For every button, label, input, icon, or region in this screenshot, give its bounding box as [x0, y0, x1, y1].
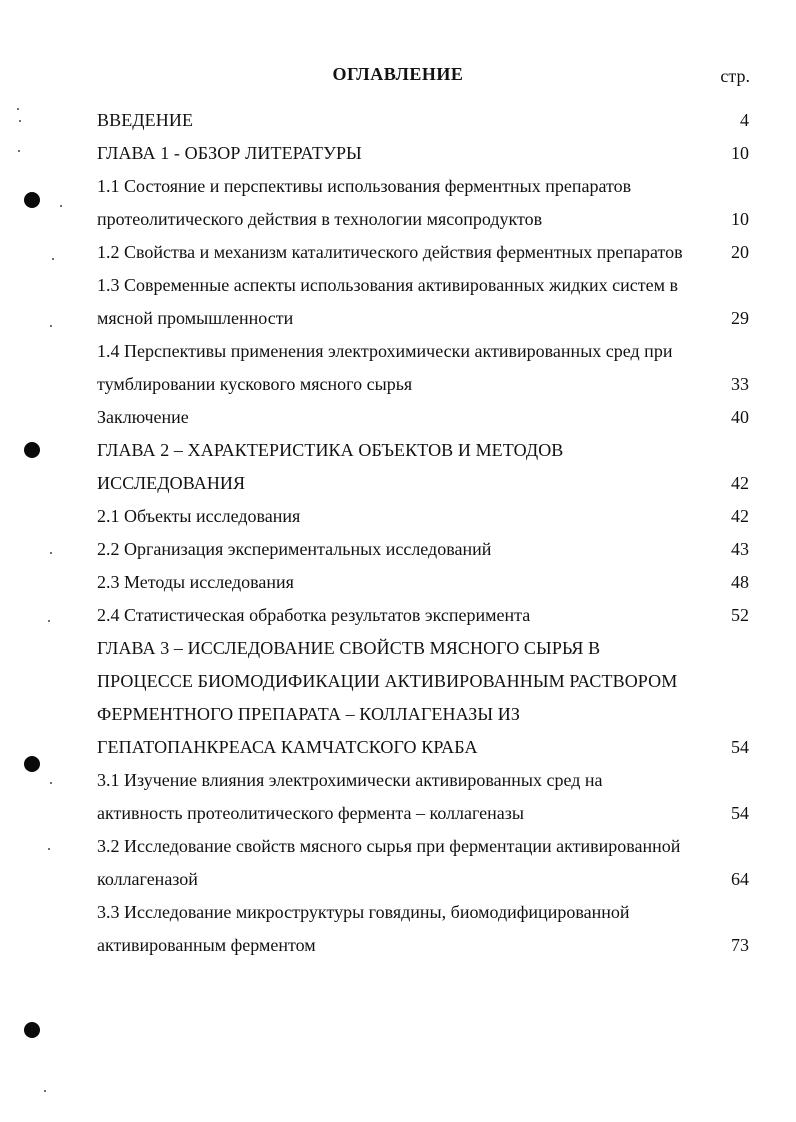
toc-entry-title: 3.2 Исследование свойств мясного сырья при ферментации активированной коллагеназой [97, 836, 681, 889]
binder-hole [24, 1022, 40, 1038]
scan-speck [18, 150, 20, 152]
scan-speck [44, 1090, 46, 1092]
toc-entry [97, 137, 749, 170]
toc-entry [97, 599, 749, 632]
toc-entry [97, 104, 749, 137]
toc-entry-page-number: 64 [731, 869, 749, 889]
toc-entry-page-number: 43 [731, 539, 749, 559]
toc-entry [97, 764, 749, 830]
toc-entry-title: 3.3 Исследование микроструктуры говядины, биомодифицированной активированным ферментом [97, 902, 630, 955]
toc-entry [97, 500, 749, 533]
toc-entry [97, 401, 749, 434]
toc-entry [97, 830, 749, 896]
toc-entry [97, 170, 749, 236]
toc-entry-title: 1.3 Современные аспекты использования активированных жидких систем в мясной промышленности [97, 275, 679, 328]
toc-entry [97, 269, 749, 335]
toc-entry-title: ВВЕДЕНИЕ [97, 110, 194, 130]
toc-entry-title: ГЛАВА 2 – ХАРАКТЕРИСТИКА ОБЪЕКТОВ И МЕТОДОВ ИССЛЕДОВАНИЯ [97, 440, 564, 493]
toc-entry-page-number: 4 [740, 110, 749, 130]
toc-entry-title: ГЛАВА 1 - ОБЗОР ЛИТЕРАТУРЫ [97, 143, 362, 163]
binder-hole [24, 442, 40, 458]
page-column-label: стр. [720, 66, 750, 86]
toc-entry-page-number: 20 [731, 242, 749, 262]
scan-speck [50, 325, 52, 327]
toc-entry-page-number: 42 [731, 473, 749, 493]
toc-entry-title: 3.1 Изучение влияния электрохимически активированных сред на активность протеолитического фермента – коллагеназы [97, 770, 603, 823]
toc-entry-page-number: 33 [731, 374, 749, 394]
scan-speck [50, 552, 52, 554]
scan-speck [60, 205, 62, 207]
toc-entry-title: 2.4 Статистическая обработка результатов эксперимента [97, 605, 531, 625]
scan-speck [50, 782, 52, 784]
toc-entry-title: Заключение [97, 407, 189, 427]
toc-entry-page-number: 54 [731, 737, 749, 757]
toc-entry-page-number: 54 [731, 803, 749, 823]
toc-entry-page-number: 52 [731, 605, 749, 625]
toc-entry [97, 335, 749, 401]
toc-entry-page-number: 10 [731, 209, 749, 229]
toc-entry-title: 2.2 Организация экспериментальных исследований [97, 539, 492, 559]
scan-speck [17, 108, 19, 110]
toc-entry-page-number: 42 [731, 506, 749, 526]
binder-hole [24, 756, 40, 772]
toc-entry-title: 2.3 Методы исследования [97, 572, 294, 592]
scan-speck [19, 120, 21, 122]
toc-entry-title: 1.2 Свойства и механизм каталитического действия ферментных препаратов [97, 242, 683, 262]
toc-entry [97, 566, 749, 599]
toc-entry-page-number: 48 [731, 572, 749, 592]
scan-speck [48, 848, 50, 850]
toc-entry-page-number: 10 [731, 143, 749, 163]
toc-entry [97, 236, 749, 269]
toc-entry-title: ГЛАВА 3 – ИССЛЕДОВАНИЕ СВОЙСТВ МЯСНОГО СЫРЬЯ В ПРОЦЕССЕ БИОМОДИФИКАЦИИ АКТИВИРОВАННЫМ РАСТВОРОМ ФЕРМЕНТНОГО ПРЕПАРАТА – КОЛЛАГЕНАЗЫ ИЗ ГЕПАТОПАНКРЕАСА КАМЧАТСКОГО КРАБА [97, 638, 678, 757]
toc-entry-title: 1.1 Состояние и перспективы использования ферментных препаратов протеолитического действия в технологии мясопродуктов [97, 176, 632, 229]
binder-hole [24, 192, 40, 208]
toc-entry-page-number: 40 [731, 407, 749, 427]
toc-entry [97, 434, 749, 500]
toc-entry [97, 896, 749, 962]
table-of-contents [97, 104, 749, 962]
toc-entry-title: 2.1 Объекты исследования [97, 506, 301, 526]
toc-entry-page-number: 29 [731, 308, 749, 328]
scan-speck [52, 258, 54, 260]
scan-speck [48, 620, 50, 622]
toc-entry-page-number: 73 [731, 935, 749, 955]
toc-entry-title: 1.4 Перспективы применения электрохимически активированных сред при тумблировании кускового мясного сырья [97, 341, 673, 394]
toc-entry [97, 632, 749, 764]
toc-entry [97, 533, 749, 566]
page-title: ОГЛАВЛЕНИЕ [332, 64, 464, 84]
